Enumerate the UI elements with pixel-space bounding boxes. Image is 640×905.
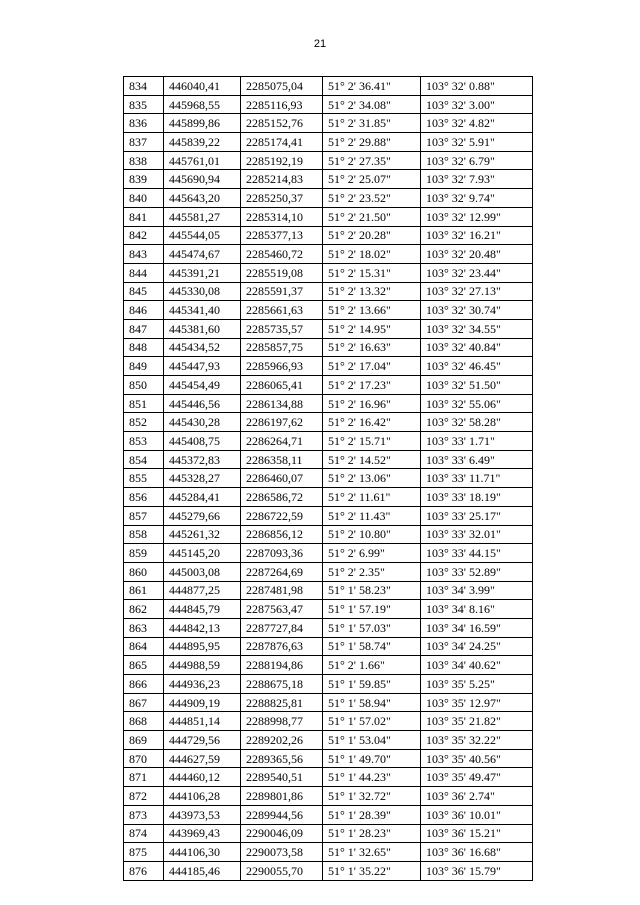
latitude-cell: 51° 1' 58.23" (323, 581, 421, 600)
latitude-cell: 51° 2' 15.71" (323, 432, 421, 451)
latitude-cell: 51° 1' 57.03" (323, 618, 421, 637)
longitude-cell: 103° 36' 15.79" (421, 861, 533, 880)
point-number-cell: 854 (124, 450, 164, 469)
point-number-cell: 865 (124, 656, 164, 675)
point-number-cell: 851 (124, 394, 164, 413)
latitude-cell: 51° 2' 18.02" (323, 245, 421, 264)
point-number-cell: 839 (124, 170, 164, 189)
page-number: 21 (313, 38, 327, 50)
latitude-cell: 51° 2' 6.99" (323, 544, 421, 563)
y-coordinate-cell: 2285192,19 (241, 151, 323, 170)
y-coordinate-cell: 2288675,18 (241, 675, 323, 694)
y-coordinate-cell: 2288825,81 (241, 693, 323, 712)
latitude-cell: 51° 2' 13.66" (323, 301, 421, 320)
longitude-cell: 103° 34' 16.59" (421, 618, 533, 637)
x-coordinate-cell: 445261,32 (164, 525, 241, 544)
point-number-cell: 843 (124, 245, 164, 264)
table-row (124, 450, 533, 469)
longitude-cell: 103° 32' 58.28" (421, 413, 533, 432)
point-number-cell: 849 (124, 357, 164, 376)
point-number-cell: 841 (124, 207, 164, 226)
point-number-cell: 856 (124, 488, 164, 507)
longitude-cell: 103° 34' 8.16" (421, 600, 533, 619)
y-coordinate-cell: 2289801,86 (241, 787, 323, 806)
y-coordinate-cell: 2285661,63 (241, 301, 323, 320)
latitude-cell: 51° 2' 16.63" (323, 338, 421, 357)
table-row (124, 301, 533, 320)
latitude-cell: 51° 2' 13.32" (323, 282, 421, 301)
x-coordinate-cell: 444988,59 (164, 656, 241, 675)
latitude-cell: 51° 2' 17.04" (323, 357, 421, 376)
y-coordinate-cell: 2288194,86 (241, 656, 323, 675)
x-coordinate-cell: 445761,01 (164, 151, 241, 170)
longitude-cell: 103° 35' 40.56" (421, 749, 533, 768)
point-number-cell: 842 (124, 226, 164, 245)
table-row (124, 170, 533, 189)
table-row (124, 263, 533, 282)
longitude-cell: 103° 32' 34.55" (421, 319, 533, 338)
table-row (124, 637, 533, 656)
y-coordinate-cell: 2285857,75 (241, 338, 323, 357)
y-coordinate-cell: 2287876,63 (241, 637, 323, 656)
latitude-cell: 51° 1' 28.39" (323, 805, 421, 824)
table-row (124, 675, 533, 694)
longitude-cell: 103° 32' 55.06" (421, 394, 533, 413)
y-coordinate-cell: 2286065,41 (241, 376, 323, 395)
point-number-cell: 870 (124, 749, 164, 768)
coordinates-table (123, 76, 533, 881)
latitude-cell: 51° 2' 20.28" (323, 226, 421, 245)
y-coordinate-cell: 2289944,56 (241, 805, 323, 824)
x-coordinate-cell: 443969,43 (164, 824, 241, 843)
y-coordinate-cell: 2285075,04 (241, 77, 323, 96)
longitude-cell: 103° 32' 12.99" (421, 207, 533, 226)
longitude-cell: 103° 34' 40.62" (421, 656, 533, 675)
longitude-cell: 103° 32' 40.84" (421, 338, 533, 357)
y-coordinate-cell: 2287264,69 (241, 562, 323, 581)
point-number-cell: 861 (124, 581, 164, 600)
x-coordinate-cell: 444895,95 (164, 637, 241, 656)
x-coordinate-cell: 445899,86 (164, 114, 241, 133)
latitude-cell: 51° 2' 14.52" (323, 450, 421, 469)
table-row (124, 207, 533, 226)
table-row (124, 95, 533, 114)
y-coordinate-cell: 2285519,08 (241, 263, 323, 282)
table-row (124, 712, 533, 731)
latitude-cell: 51° 2' 23.52" (323, 189, 421, 208)
x-coordinate-cell: 444106,30 (164, 843, 241, 862)
longitude-cell: 103° 36' 15.21" (421, 824, 533, 843)
point-number-cell: 847 (124, 319, 164, 338)
longitude-cell: 103° 32' 5.91" (421, 133, 533, 152)
table-row (124, 805, 533, 824)
latitude-cell: 51° 1' 44.23" (323, 768, 421, 787)
y-coordinate-cell: 2285460,72 (241, 245, 323, 264)
x-coordinate-cell: 445003,08 (164, 562, 241, 581)
y-coordinate-cell: 2286197,62 (241, 413, 323, 432)
longitude-cell: 103° 33' 18.19" (421, 488, 533, 507)
longitude-cell: 103° 33' 52.89" (421, 562, 533, 581)
x-coordinate-cell: 445454,49 (164, 376, 241, 395)
point-number-cell: 846 (124, 301, 164, 320)
point-number-cell: 837 (124, 133, 164, 152)
x-coordinate-cell: 445372,83 (164, 450, 241, 469)
point-number-cell: 836 (124, 114, 164, 133)
longitude-cell: 103° 32' 0.88" (421, 77, 533, 96)
point-number-cell: 876 (124, 861, 164, 880)
table-row (124, 618, 533, 637)
longitude-cell: 103° 33' 6.49" (421, 450, 533, 469)
y-coordinate-cell: 2290073,58 (241, 843, 323, 862)
point-number-cell: 858 (124, 525, 164, 544)
y-coordinate-cell: 2285735,57 (241, 319, 323, 338)
x-coordinate-cell: 445434,52 (164, 338, 241, 357)
latitude-cell: 51° 2' 10.80" (323, 525, 421, 544)
x-coordinate-cell: 444106,28 (164, 787, 241, 806)
latitude-cell: 51° 2' 27.35" (323, 151, 421, 170)
table-row (124, 338, 533, 357)
table-row (124, 114, 533, 133)
longitude-cell: 103° 32' 30.74" (421, 301, 533, 320)
point-number-cell: 834 (124, 77, 164, 96)
y-coordinate-cell: 2285152,76 (241, 114, 323, 133)
point-number-cell: 855 (124, 469, 164, 488)
longitude-cell: 103° 33' 25.17" (421, 506, 533, 525)
x-coordinate-cell: 444851,14 (164, 712, 241, 731)
x-coordinate-cell: 444185,46 (164, 861, 241, 880)
y-coordinate-cell: 2290055,70 (241, 861, 323, 880)
table-row (124, 768, 533, 787)
latitude-cell: 51° 2' 11.61" (323, 488, 421, 507)
table-row (124, 432, 533, 451)
latitude-cell: 51° 2' 29.88" (323, 133, 421, 152)
point-number-cell: 850 (124, 376, 164, 395)
y-coordinate-cell: 2285116,93 (241, 95, 323, 114)
longitude-cell: 103° 34' 24.25" (421, 637, 533, 656)
latitude-cell: 51° 2' 15.31" (323, 263, 421, 282)
longitude-cell: 103° 33' 1.71" (421, 432, 533, 451)
longitude-cell: 103° 32' 3.00" (421, 95, 533, 114)
longitude-cell: 103° 32' 9.74" (421, 189, 533, 208)
longitude-cell: 103° 32' 4.82" (421, 114, 533, 133)
y-coordinate-cell: 2286134,88 (241, 394, 323, 413)
y-coordinate-cell: 2289365,56 (241, 749, 323, 768)
longitude-cell: 103° 35' 12.97" (421, 693, 533, 712)
x-coordinate-cell: 445430,28 (164, 413, 241, 432)
latitude-cell: 51° 2' 1.66" (323, 656, 421, 675)
table-row (124, 376, 533, 395)
longitude-cell: 103° 35' 21.82" (421, 712, 533, 731)
table-row (124, 525, 533, 544)
point-number-cell: 867 (124, 693, 164, 712)
latitude-cell: 51° 1' 53.04" (323, 731, 421, 750)
latitude-cell: 51° 2' 21.50" (323, 207, 421, 226)
x-coordinate-cell: 444936,23 (164, 675, 241, 694)
x-coordinate-cell: 445381,60 (164, 319, 241, 338)
x-coordinate-cell: 445145,20 (164, 544, 241, 563)
point-number-cell: 845 (124, 282, 164, 301)
table-row (124, 731, 533, 750)
y-coordinate-cell: 2285314,10 (241, 207, 323, 226)
latitude-cell: 51° 2' 34.08" (323, 95, 421, 114)
point-number-cell: 866 (124, 675, 164, 694)
y-coordinate-cell: 2287481,98 (241, 581, 323, 600)
table-row (124, 488, 533, 507)
x-coordinate-cell: 444460,12 (164, 768, 241, 787)
point-number-cell: 852 (124, 413, 164, 432)
latitude-cell: 51° 1' 32.65" (323, 843, 421, 862)
y-coordinate-cell: 2285591,37 (241, 282, 323, 301)
point-number-cell: 857 (124, 506, 164, 525)
longitude-cell: 103° 35' 32.22" (421, 731, 533, 750)
y-coordinate-cell: 2289540,51 (241, 768, 323, 787)
table-row (124, 245, 533, 264)
y-coordinate-cell: 2286460,07 (241, 469, 323, 488)
x-coordinate-cell: 445279,66 (164, 506, 241, 525)
x-coordinate-cell: 446040,41 (164, 77, 241, 96)
point-number-cell: 868 (124, 712, 164, 731)
point-number-cell: 848 (124, 338, 164, 357)
point-number-cell: 835 (124, 95, 164, 114)
table-row (124, 77, 533, 96)
y-coordinate-cell: 2285966,93 (241, 357, 323, 376)
latitude-cell: 51° 2' 16.96" (323, 394, 421, 413)
x-coordinate-cell: 444729,56 (164, 731, 241, 750)
latitude-cell: 51° 1' 58.94" (323, 693, 421, 712)
x-coordinate-cell: 444845,79 (164, 600, 241, 619)
table-row (124, 562, 533, 581)
table-row (124, 282, 533, 301)
x-coordinate-cell: 445581,27 (164, 207, 241, 226)
table-row (124, 469, 533, 488)
x-coordinate-cell: 445284,41 (164, 488, 241, 507)
table-row (124, 824, 533, 843)
longitude-cell: 103° 35' 49.47" (421, 768, 533, 787)
x-coordinate-cell: 445544,05 (164, 226, 241, 245)
latitude-cell: 51° 1' 32.72" (323, 787, 421, 806)
latitude-cell: 51° 2' 2.35" (323, 562, 421, 581)
y-coordinate-cell: 2286358,11 (241, 450, 323, 469)
point-number-cell: 872 (124, 787, 164, 806)
point-number-cell: 838 (124, 151, 164, 170)
point-number-cell: 863 (124, 618, 164, 637)
longitude-cell: 103° 32' 6.79" (421, 151, 533, 170)
longitude-cell: 103° 33' 11.71" (421, 469, 533, 488)
x-coordinate-cell: 444877,25 (164, 581, 241, 600)
longitude-cell: 103° 36' 10.01" (421, 805, 533, 824)
y-coordinate-cell: 2289202,26 (241, 731, 323, 750)
latitude-cell: 51° 2' 14.95" (323, 319, 421, 338)
x-coordinate-cell: 444909,19 (164, 693, 241, 712)
point-number-cell: 875 (124, 843, 164, 862)
y-coordinate-cell: 2285174,41 (241, 133, 323, 152)
longitude-cell: 103° 33' 44.15" (421, 544, 533, 563)
x-coordinate-cell: 445968,55 (164, 95, 241, 114)
table-row (124, 506, 533, 525)
table-row (124, 357, 533, 376)
table-row (124, 656, 533, 675)
longitude-cell: 103° 36' 16.68" (421, 843, 533, 862)
y-coordinate-cell: 2290046,09 (241, 824, 323, 843)
latitude-cell: 51° 2' 13.06" (323, 469, 421, 488)
y-coordinate-cell: 2285214,83 (241, 170, 323, 189)
latitude-cell: 51° 2' 36.41" (323, 77, 421, 96)
y-coordinate-cell: 2285377,13 (241, 226, 323, 245)
point-number-cell: 871 (124, 768, 164, 787)
latitude-cell: 51° 1' 28.23" (323, 824, 421, 843)
x-coordinate-cell: 443973,53 (164, 805, 241, 824)
point-number-cell: 874 (124, 824, 164, 843)
point-number-cell: 864 (124, 637, 164, 656)
table-row (124, 544, 533, 563)
y-coordinate-cell: 2286264,71 (241, 432, 323, 451)
table-row (124, 394, 533, 413)
y-coordinate-cell: 2286722,59 (241, 506, 323, 525)
latitude-cell: 51° 1' 49.70" (323, 749, 421, 768)
longitude-cell: 103° 33' 32.01" (421, 525, 533, 544)
x-coordinate-cell: 445341,40 (164, 301, 241, 320)
table-row (124, 693, 533, 712)
x-coordinate-cell: 445690,94 (164, 170, 241, 189)
x-coordinate-cell: 445328,27 (164, 469, 241, 488)
point-number-cell: 860 (124, 562, 164, 581)
longitude-cell: 103° 32' 51.50" (421, 376, 533, 395)
latitude-cell: 51° 2' 17.23" (323, 376, 421, 395)
point-number-cell: 844 (124, 263, 164, 282)
table-row (124, 189, 533, 208)
x-coordinate-cell: 445408,75 (164, 432, 241, 451)
y-coordinate-cell: 2287727,84 (241, 618, 323, 637)
table-row (124, 581, 533, 600)
x-coordinate-cell: 445643,20 (164, 189, 241, 208)
longitude-cell: 103° 32' 7.93" (421, 170, 533, 189)
y-coordinate-cell: 2286856,12 (241, 525, 323, 544)
table-row (124, 861, 533, 880)
y-coordinate-cell: 2287563,47 (241, 600, 323, 619)
x-coordinate-cell: 445330,08 (164, 282, 241, 301)
latitude-cell: 51° 1' 57.19" (323, 600, 421, 619)
point-number-cell: 869 (124, 731, 164, 750)
point-number-cell: 853 (124, 432, 164, 451)
longitude-cell: 103° 32' 46.45" (421, 357, 533, 376)
point-number-cell: 840 (124, 189, 164, 208)
table-row (124, 226, 533, 245)
y-coordinate-cell: 2286586,72 (241, 488, 323, 507)
coordinates-table-body (124, 77, 533, 881)
y-coordinate-cell: 2285250,37 (241, 189, 323, 208)
point-number-cell: 862 (124, 600, 164, 619)
longitude-cell: 103° 32' 23.44" (421, 263, 533, 282)
x-coordinate-cell: 444842,13 (164, 618, 241, 637)
point-number-cell: 873 (124, 805, 164, 824)
point-number-cell: 859 (124, 544, 164, 563)
latitude-cell: 51° 1' 35.22" (323, 861, 421, 880)
table-row (124, 413, 533, 432)
table-row (124, 133, 533, 152)
latitude-cell: 51° 1' 59.85" (323, 675, 421, 694)
x-coordinate-cell: 445446,56 (164, 394, 241, 413)
latitude-cell: 51° 2' 31.85" (323, 114, 421, 133)
longitude-cell: 103° 36' 2.74" (421, 787, 533, 806)
table-row (124, 319, 533, 338)
table-row (124, 600, 533, 619)
longitude-cell: 103° 35' 5.25" (421, 675, 533, 694)
y-coordinate-cell: 2288998,77 (241, 712, 323, 731)
table-row (124, 843, 533, 862)
latitude-cell: 51° 2' 16.42" (323, 413, 421, 432)
x-coordinate-cell: 445391,21 (164, 263, 241, 282)
latitude-cell: 51° 1' 57.02" (323, 712, 421, 731)
longitude-cell: 103° 32' 27.13" (421, 282, 533, 301)
y-coordinate-cell: 2287093,36 (241, 544, 323, 563)
latitude-cell: 51° 2' 25.07" (323, 170, 421, 189)
latitude-cell: 51° 1' 58.74" (323, 637, 421, 656)
table-row (124, 151, 533, 170)
x-coordinate-cell: 444627,59 (164, 749, 241, 768)
latitude-cell: 51° 2' 11.43" (323, 506, 421, 525)
longitude-cell: 103° 32' 20.48" (421, 245, 533, 264)
x-coordinate-cell: 445839,22 (164, 133, 241, 152)
table-row (124, 749, 533, 768)
longitude-cell: 103° 32' 16.21" (421, 226, 533, 245)
table-row (124, 787, 533, 806)
longitude-cell: 103° 34' 3.99" (421, 581, 533, 600)
x-coordinate-cell: 445447,93 (164, 357, 241, 376)
x-coordinate-cell: 445474,67 (164, 245, 241, 264)
